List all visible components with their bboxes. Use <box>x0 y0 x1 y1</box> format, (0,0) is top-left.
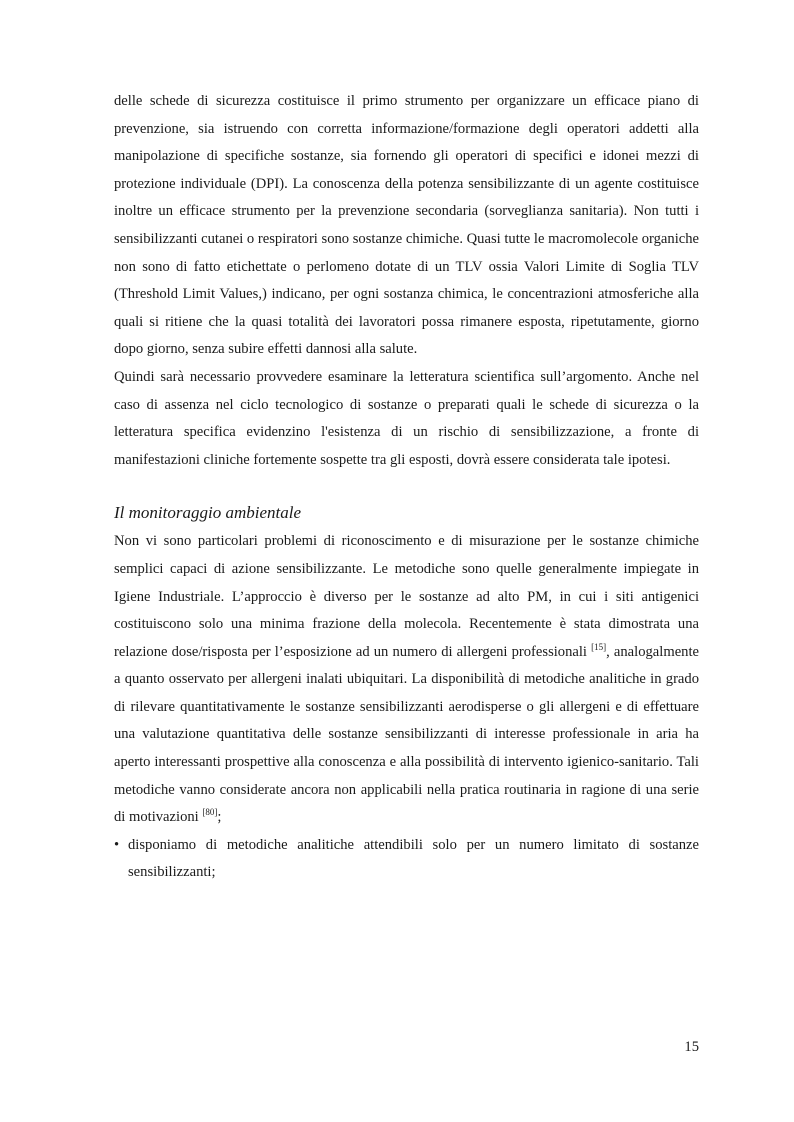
bullet-text: disponiamo di metodiche analitiche attendibili solo per un numero limitato di sostanze sensibilizzanti; <box>128 836 699 881</box>
section-text-part-2: , analogalmente a quanto osservato per allergeni inalati ubiquitari. La disponibilità di metodiche analitiche in grado di rilevare quantitativamente le sostanze sensibilizzanti aerodisperse o gli allergeni e di effettuare una valutazione quantitativa delle sostanze sensibilizzanti di interesse professionale in aria ha aperto interessanti prospettive alla conoscenza e alla possibilità di intervento igienico-sanitario. Tali metodiche vanno considerate ancora non applicabili nella pratica routinaria in ragione di una serie di motivazioni <box>114 643 699 826</box>
section-text-part-1: Non vi sono particolari problemi di riconoscimento e di misurazione per le sostanze chimiche semplici capaci di azione sensibilizzante. Le metodiche sono quelle generalmente impiegate in Igiene Industriale. L’approccio è diverso per le sostanze ad alto PM, in cui i siti antigenici costituiscono solo una minima frazione della molecola. Recentemente è stata dimostrata una relazione dose/risposta per l’esposizione ad un numero di allergeni professionali <box>114 533 699 660</box>
paragraph-1: delle schede di sicurezza costituisce il primo strumento per organizzare un efficace piano di prevenzione, sia istruendo con corretta informazione/formazione degli operatori addetti alla manipolazione di specifiche sostanze, sia fornendo gli operatori di specifici e idonei mezzi di protezione individuale (DPI). La conoscenza della potenza sensibilizzante di un agente costituisce inoltre un efficace strumento per la prevenzione secondaria (sorveglianza sanitaria). Non tutti i sensibilizzanti cutanei o respiratori sono sostanze chimiche. Quasi tutte le macromolecole organiche non sono di fatto etichettate o perlomeno dotate di un TLV ossia Valori Limite di Soglia TLV (Threshold Limit Values,) indicano, per ogni sostanza chimica, le concentrazioni atmosferiche alla quali si ritiene che la quasi totalità dei lavoratori possa rimanere esposta, ripetutamente, giorno dopo giorno, senza subire effetti dannosi alla salute. <box>114 93 699 358</box>
page-body <box>114 88 699 887</box>
section-text-part-3: ; <box>217 809 222 826</box>
section-paragraph <box>114 528 699 832</box>
bullet-list <box>114 832 699 887</box>
paragraph-2: Quindi sarà necessario provvedere esaminare la letteratura scientifica sull’argomento. Anche nel caso di assenza nel ciclo tecnologico di sostanze o preparati quali le schede di sicurezza o la letteratura specifica evidenzino l'esistenza di un rischio di sensibilizzazione, a fronte di manifestazioni cliniche fortemente sospette tra gli esposti, dovrà essere considerata tale ipotesi. <box>114 368 699 468</box>
reference-15: [15] <box>591 641 607 652</box>
reference-80: [80] <box>202 807 218 818</box>
section-title: Il monitoraggio ambientale <box>114 503 301 523</box>
list-item <box>114 832 699 887</box>
bullet-icon: • <box>114 836 120 853</box>
page-number: 15 <box>684 1039 699 1055</box>
